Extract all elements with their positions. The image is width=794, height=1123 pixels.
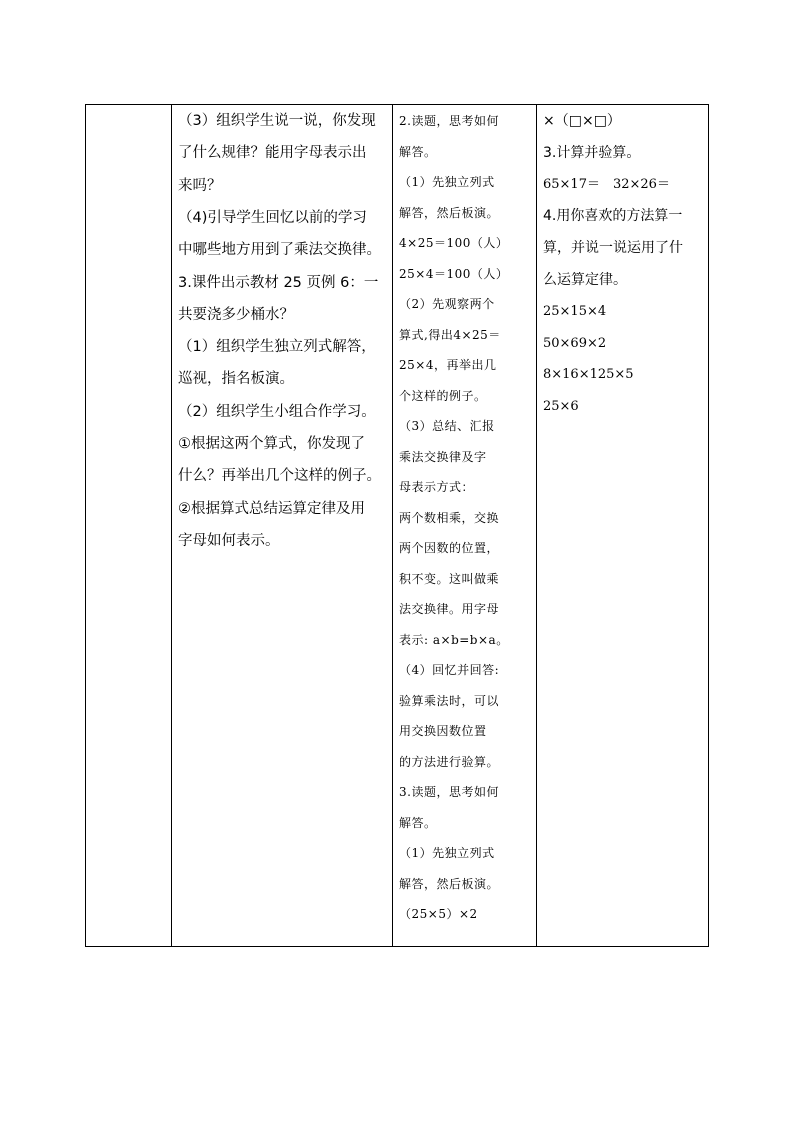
col4-line: 么运算定律。 (543, 272, 627, 288)
table-column-empty (86, 105, 172, 946)
col3-line: 解答。 (399, 144, 437, 159)
col2-line: 了什么规律？能用字母表示出 (178, 145, 367, 162)
col4-line: 3.计算并验算。 (543, 144, 641, 161)
table-column-student-activity (393, 105, 537, 946)
col3-line: 3.读题，思考如何 (399, 785, 499, 799)
col3-line: （4）回忆并回答: (399, 663, 500, 677)
col2-line: 中哪些地方用到了乘法交换律。 (178, 242, 381, 259)
col3-line: 用交换因数位置 (399, 724, 487, 738)
col3-line: （1）先独立列式 (399, 175, 495, 189)
col2-line: （4)引导学生回忆以前的学习 (178, 209, 367, 226)
col4-line: 25×15×4 (543, 303, 607, 319)
col3-line: 算式,得出4×25＝ (399, 327, 501, 342)
lesson-plan-table (85, 104, 709, 947)
col2-line: （1）组织学生独立列式解答， (178, 339, 376, 356)
table-column-teacher-activity (172, 105, 393, 946)
col2-line: 什么？再举出几个这样的例子。 (178, 468, 381, 485)
col3-line: 母表示方式： (399, 480, 475, 494)
col3-line: 乘法交换律及字 (399, 449, 487, 464)
col3-line: 2.读题，思考如何 (399, 114, 499, 128)
col3-line: 验算乘法时，可以 (399, 693, 500, 708)
col3-line: 解答。 (399, 815, 437, 830)
col4-line: 25×6 (543, 399, 579, 415)
col3-line: 25×4＝100（人） (399, 266, 509, 281)
col4-line: ×（□×□） (543, 113, 621, 129)
col3-line: 个这样的例子。 (399, 388, 487, 403)
col2-line: 共要浇多少桶水？ (178, 306, 294, 323)
col4-line: 4.用你喜欢的方法算一 (543, 208, 683, 225)
col3-line: （2）先观察两个 (399, 297, 495, 311)
col2-line: 来吗？ (178, 177, 222, 194)
col2-line: 巡视，指名板演。 (178, 371, 294, 388)
col2-line: （3）组织学生说一说，你发现 (178, 113, 376, 129)
col2-line: 3.课件出示教材 25 页例 6：一 (178, 274, 379, 291)
col3-line: 解答，然后板演。 (399, 876, 500, 891)
col3-line: （25×5）×2 (399, 907, 478, 921)
col3-line: 的方法进行验算。 (399, 754, 500, 769)
col3-line: 4×25＝100（人） (399, 236, 509, 250)
table-column-exercises (537, 105, 710, 946)
col2-line: ①根据这两个算式，你发现了 (178, 436, 365, 452)
col2-line: （2）组织学生小组合作学习。 (178, 403, 376, 420)
col3-line: 积不变。这叫做乘 (399, 571, 500, 586)
col3-line: 表示: a×b=b×a。 (399, 632, 509, 647)
col2-line: 字母如何表示。 (178, 532, 280, 549)
col4-line: 65×17＝ 32×26＝ (543, 176, 670, 192)
col3-line: 25×4，再举出几 (399, 358, 497, 372)
col4-line: 50×69×2 (543, 335, 607, 351)
col3-line: （1）先独立列式 (399, 846, 495, 860)
col3-line: 两个数相乘，交换 (399, 510, 500, 525)
col2-line: ②根据算式总结运算定律及用 (178, 500, 365, 517)
col3-line: （3）总结、汇报 (399, 419, 495, 433)
col3-line: 解答，然后板演。 (399, 205, 500, 220)
col3-line: 法交换律。用字母 (399, 602, 500, 616)
col3-line: 两个因数的位置， (399, 541, 500, 555)
col4-line: 算，并说一说运用了什 (543, 240, 683, 257)
col4-line: 8×16×125×5 (543, 367, 634, 383)
